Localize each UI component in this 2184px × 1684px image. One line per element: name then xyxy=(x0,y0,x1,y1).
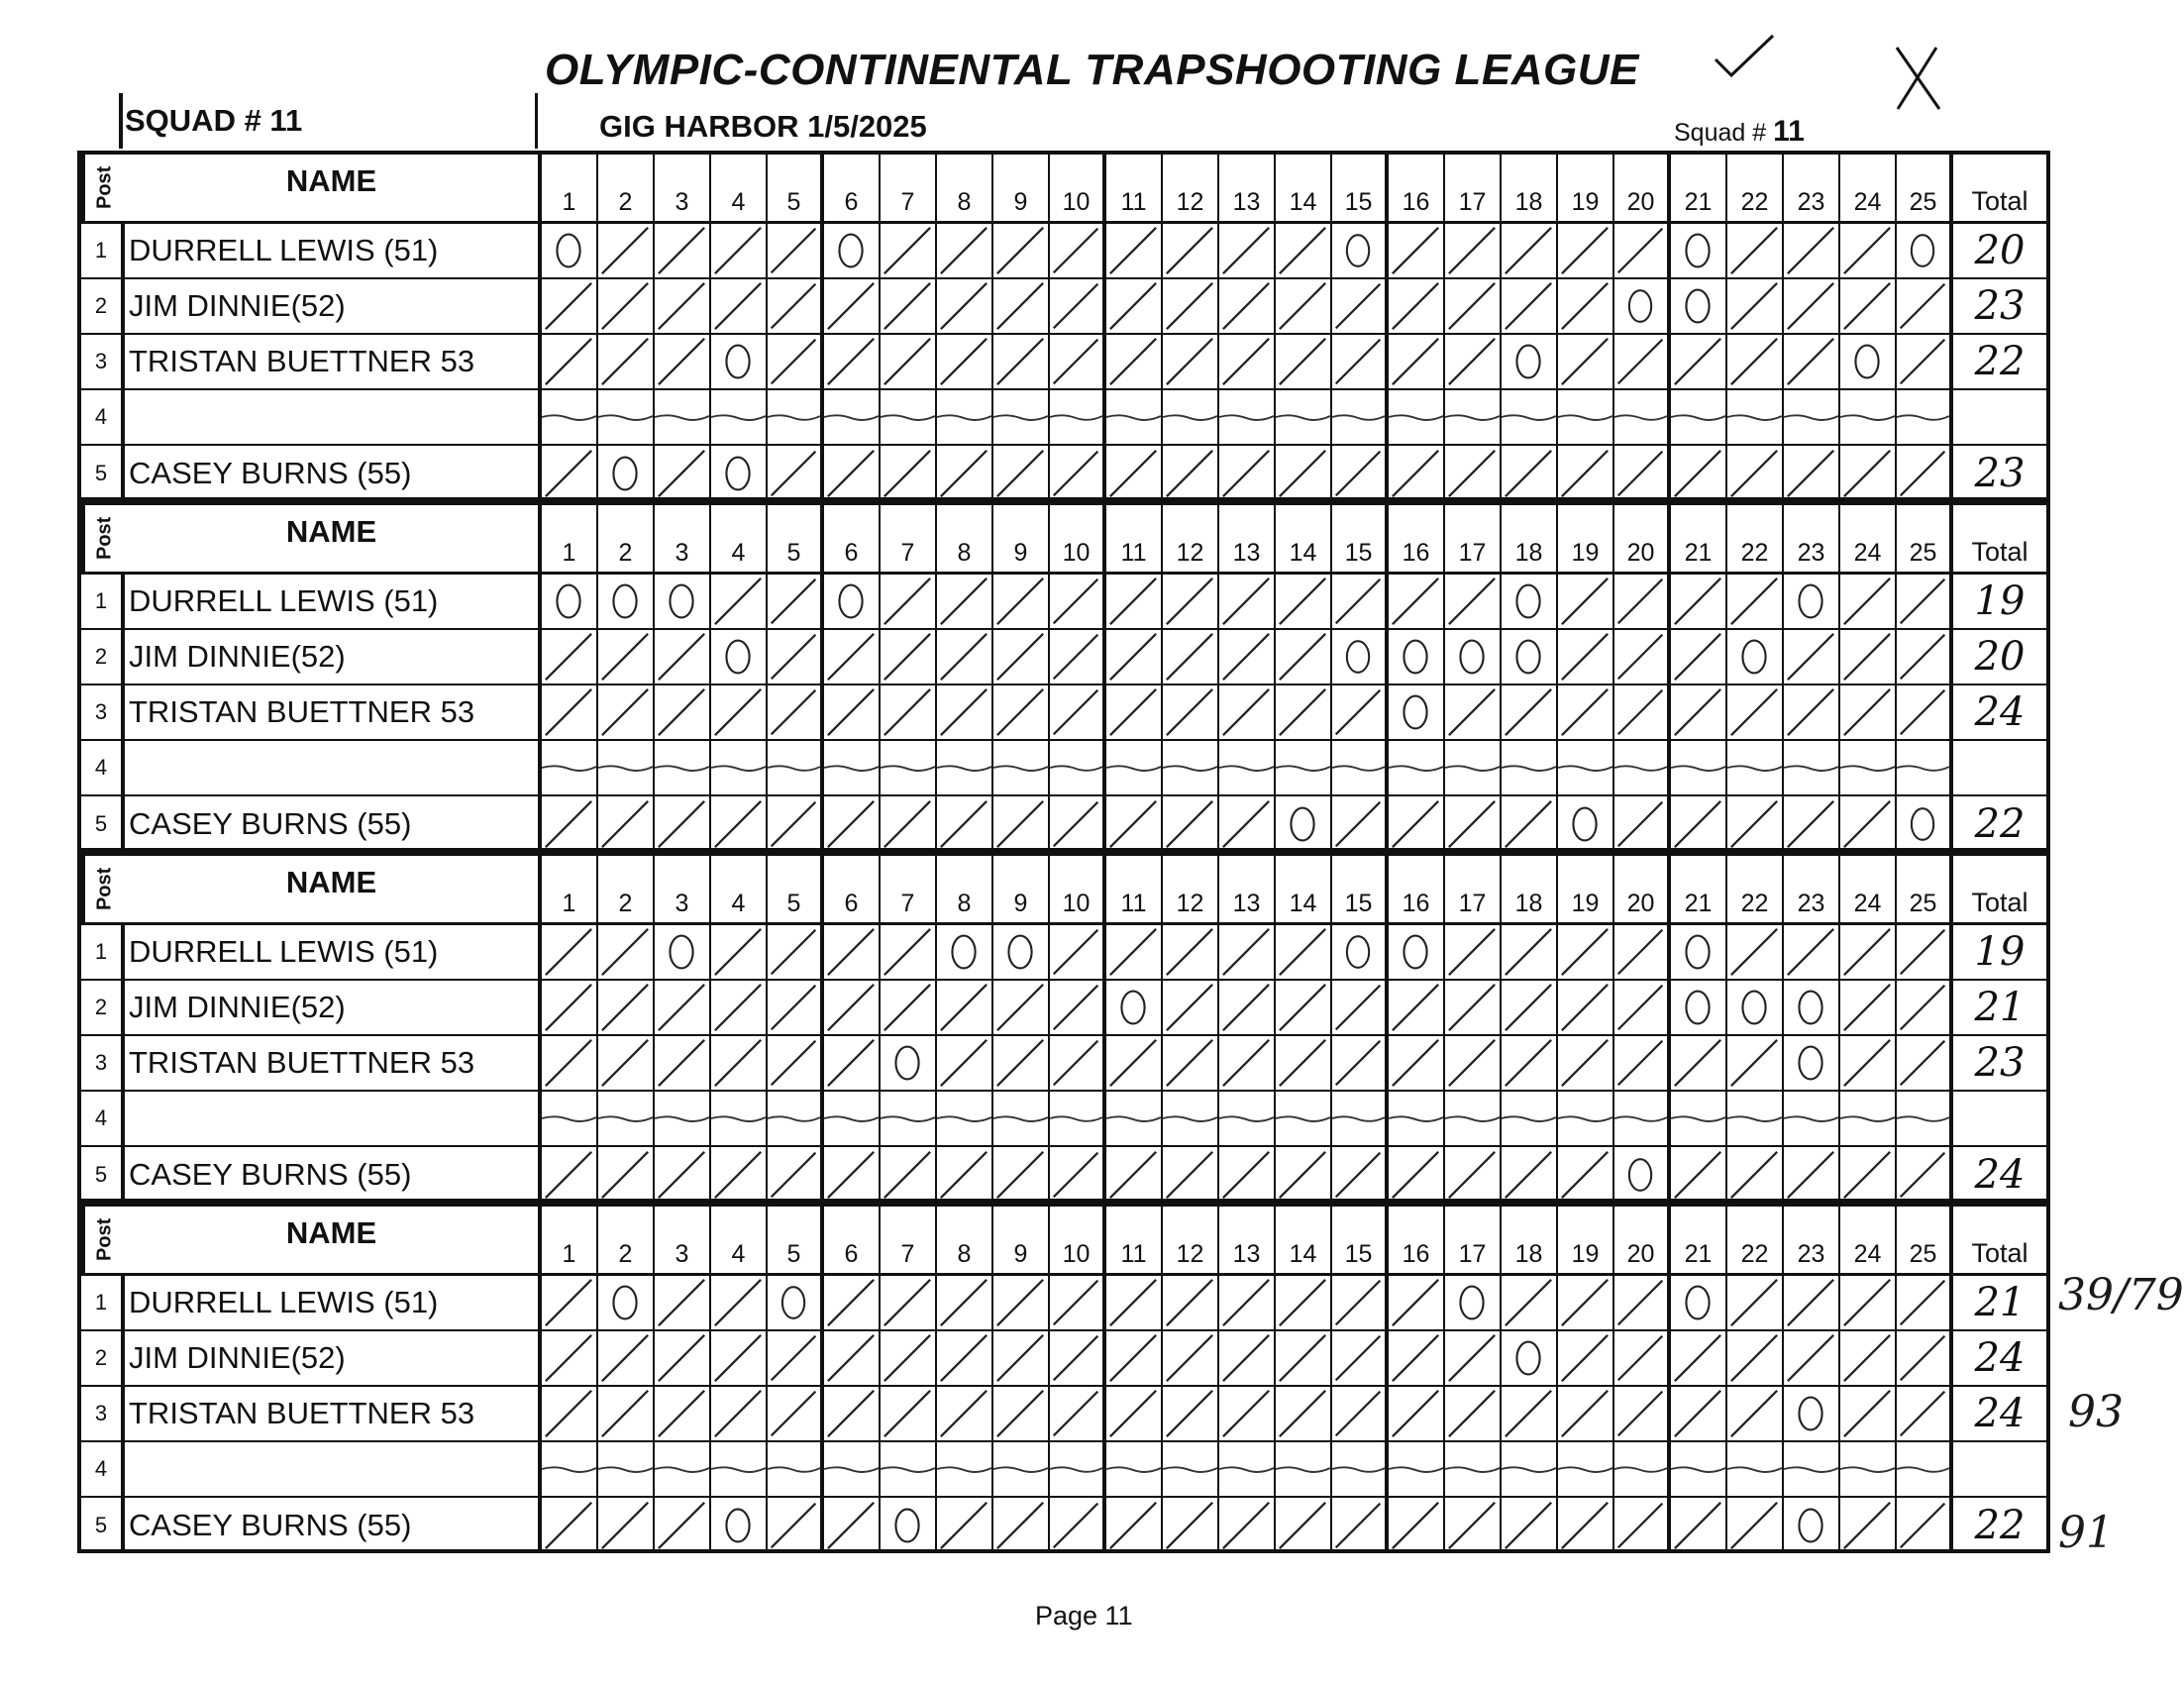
target-number-header: 1 xyxy=(542,856,598,922)
squad-right-value: 11 xyxy=(1773,115,1805,148)
target-number-header: 2 xyxy=(598,155,655,221)
margin-note-r4-post1: 39/79 xyxy=(2058,1270,2184,1320)
round-total: 24 xyxy=(1974,1391,2026,1436)
target-number-header: 10 xyxy=(1050,155,1106,221)
target-number-header: 23 xyxy=(1784,856,1840,922)
post-number: 4 xyxy=(81,390,125,444)
target-number-header: 9 xyxy=(993,505,1050,572)
target-number-header: 7 xyxy=(881,856,937,922)
target-number-header: 17 xyxy=(1445,1207,1502,1273)
post-header: Post xyxy=(81,1207,125,1273)
target-number-header: 5 xyxy=(768,856,824,922)
target-number-header: 2 xyxy=(598,856,655,922)
target-number-header: 3 xyxy=(655,505,711,572)
target-number-header: 3 xyxy=(655,1207,711,1273)
target-number-header: 3 xyxy=(655,155,711,221)
target-number-header: 24 xyxy=(1840,505,1897,572)
round-total: 22 xyxy=(1974,339,2026,384)
target-number-header: 16 xyxy=(1389,856,1445,922)
target-number-header: 3 xyxy=(655,856,711,922)
target-number-header: 15 xyxy=(1332,1207,1389,1273)
target-number-header: 7 xyxy=(881,1207,937,1273)
target-number-header: 6 xyxy=(824,505,881,572)
target-number-header: 22 xyxy=(1727,505,1784,572)
target-number-header: 8 xyxy=(937,856,993,922)
total-header: Total xyxy=(1971,1238,2028,1268)
target-number-header: 12 xyxy=(1163,1207,1219,1273)
target-number-header: 13 xyxy=(1219,155,1276,221)
shooter-name: JIM DINNIE(52) xyxy=(125,1331,542,1385)
check-mark-icon xyxy=(1716,36,1773,75)
target-number-header: 19 xyxy=(1558,1207,1614,1273)
target-number-header: 14 xyxy=(1276,1207,1332,1273)
target-number-header: 19 xyxy=(1558,505,1614,572)
round-total: 22 xyxy=(1974,1503,2026,1548)
post-number: 2 xyxy=(81,981,125,1034)
target-number-header: 5 xyxy=(768,155,824,221)
post-number: 2 xyxy=(81,279,125,333)
target-number-header: 6 xyxy=(824,1207,881,1273)
post-header: Post xyxy=(81,505,125,572)
margin-note-r4-post3: 93 xyxy=(2068,1387,2124,1437)
target-number-header: 15 xyxy=(1332,505,1389,572)
round-total: 20 xyxy=(1974,634,2026,680)
target-number-header: 17 xyxy=(1445,155,1502,221)
target-number-header: 18 xyxy=(1502,505,1558,572)
target-number-header: 22 xyxy=(1727,155,1784,221)
shooter-name: TRISTAN BUETTNER 53 xyxy=(125,1036,542,1090)
target-number-header: 22 xyxy=(1727,1207,1784,1273)
round-total: 23 xyxy=(1974,451,2026,496)
target-number-header: 16 xyxy=(1389,1207,1445,1273)
target-number-header: 4 xyxy=(711,1207,768,1273)
margin-note-r4-post5: 91 xyxy=(2058,1508,2114,1558)
post-number: 3 xyxy=(81,335,125,388)
target-number-header: 13 xyxy=(1219,1207,1276,1273)
target-number-header: 12 xyxy=(1163,155,1219,221)
round-total: 24 xyxy=(1974,1335,2026,1381)
post-number: 2 xyxy=(81,630,125,684)
name-header: NAME xyxy=(125,505,542,572)
target-number-header: 8 xyxy=(937,1207,993,1273)
target-number-header: 4 xyxy=(711,155,768,221)
post-number: 3 xyxy=(81,1036,125,1090)
post-number: 4 xyxy=(81,741,125,794)
target-number-header: 17 xyxy=(1445,856,1502,922)
target-number-header: 11 xyxy=(1106,856,1163,922)
round-total: 24 xyxy=(1974,1152,2026,1198)
page-number: Page 11 xyxy=(1035,1601,1133,1631)
target-number-header: 15 xyxy=(1332,856,1389,922)
target-number-header: 2 xyxy=(598,1207,655,1273)
target-number-header: 23 xyxy=(1784,505,1840,572)
post-header: Post xyxy=(81,155,125,221)
shooter-name: JIM DINNIE(52) xyxy=(125,630,542,684)
post-number: 5 xyxy=(81,796,125,852)
post-number: 3 xyxy=(81,1387,125,1440)
target-number-header: 14 xyxy=(1276,505,1332,572)
post-number: 5 xyxy=(81,1498,125,1553)
target-number-header: 5 xyxy=(768,1207,824,1273)
target-number-header: 11 xyxy=(1106,505,1163,572)
shooter-name: TRISTAN BUETTNER 53 xyxy=(125,685,542,739)
target-number-header: 4 xyxy=(711,856,768,922)
post-number: 1 xyxy=(81,575,125,628)
round-total: 23 xyxy=(1974,1040,2026,1086)
target-number-header: 17 xyxy=(1445,505,1502,572)
target-number-header: 6 xyxy=(824,155,881,221)
target-number-header: 16 xyxy=(1389,155,1445,221)
target-number-header: 9 xyxy=(993,155,1050,221)
target-number-header: 10 xyxy=(1050,1207,1106,1273)
league-title: OLYMPIC-CONTINENTAL TRAPSHOOTING LEAGUE xyxy=(545,46,1639,94)
target-number-header: 21 xyxy=(1671,1207,1727,1273)
target-number-header: 2 xyxy=(598,505,655,572)
target-number-header: 11 xyxy=(1106,1207,1163,1273)
round-total: 20 xyxy=(1974,228,2026,273)
target-number-header: 1 xyxy=(542,505,598,572)
target-number-header: 7 xyxy=(881,155,937,221)
target-number-header: 24 xyxy=(1840,1207,1897,1273)
target-number-header: 22 xyxy=(1727,856,1784,922)
name-header: NAME xyxy=(125,1207,542,1273)
post-number: 4 xyxy=(81,1442,125,1496)
shooter-name: DURRELL LEWIS (51) xyxy=(125,224,542,277)
round-total: 21 xyxy=(1974,1280,2026,1325)
name-header: NAME xyxy=(125,856,542,922)
post-header: Post xyxy=(81,856,125,922)
shooter-name: TRISTAN BUETTNER 53 xyxy=(125,1387,542,1440)
target-number-header: 20 xyxy=(1614,1207,1671,1273)
target-number-header: 19 xyxy=(1558,856,1614,922)
target-number-header: 10 xyxy=(1050,505,1106,572)
target-number-header: 10 xyxy=(1050,856,1106,922)
target-number-header: 8 xyxy=(937,155,993,221)
post-number: 1 xyxy=(81,224,125,277)
target-number-header: 9 xyxy=(993,1207,1050,1273)
target-number-header: 5 xyxy=(768,505,824,572)
target-number-header: 23 xyxy=(1784,155,1840,221)
target-number-header: 24 xyxy=(1840,155,1897,221)
target-number-header: 1 xyxy=(542,1207,598,1273)
squad-label: SQUAD # 11 xyxy=(125,103,303,138)
round-total: 19 xyxy=(1974,579,2026,624)
venue-date: GIG HARBOR 1/5/2025 xyxy=(599,109,927,144)
target-number-header: 4 xyxy=(711,505,768,572)
total-header: Total xyxy=(1971,186,2028,216)
round-total: 24 xyxy=(1974,689,2026,735)
target-number-header: 12 xyxy=(1163,856,1219,922)
target-number-header: 1 xyxy=(542,155,598,221)
target-number-header: 20 xyxy=(1614,155,1671,221)
shooter-name: JIM DINNIE(52) xyxy=(125,981,542,1034)
target-number-header: 25 xyxy=(1897,155,1953,221)
target-number-header: 18 xyxy=(1502,1207,1558,1273)
target-number-header: 11 xyxy=(1106,155,1163,221)
squad-right-label: Squad # xyxy=(1674,119,1767,147)
target-number-header: 23 xyxy=(1784,1207,1840,1273)
target-number-header: 20 xyxy=(1614,505,1671,572)
post-number: 2 xyxy=(81,1331,125,1385)
round-total: 21 xyxy=(1974,985,2026,1030)
shooter-name: DURRELL LEWIS (51) xyxy=(125,925,542,979)
target-number-header: 21 xyxy=(1671,155,1727,221)
name-header: NAME xyxy=(125,155,542,221)
target-number-header: 9 xyxy=(993,856,1050,922)
shooter-name: DURRELL LEWIS (51) xyxy=(125,575,542,628)
target-number-header: 14 xyxy=(1276,856,1332,922)
target-number-header: 13 xyxy=(1219,856,1276,922)
total-header: Total xyxy=(1971,537,2028,567)
shooter-name: JIM DINNIE(52) xyxy=(125,279,542,333)
shooter-name: TRISTAN BUETTNER 53 xyxy=(125,335,542,388)
post-number: 4 xyxy=(81,1092,125,1145)
target-number-header: 6 xyxy=(824,856,881,922)
shooter-name: CASEY BURNS (55) xyxy=(125,446,542,501)
post-number: 5 xyxy=(81,446,125,501)
post-number: 5 xyxy=(81,1147,125,1203)
shooter-name: DURRELL LEWIS (51) xyxy=(125,1276,542,1329)
target-number-header: 8 xyxy=(937,505,993,572)
target-number-header: 25 xyxy=(1897,505,1953,572)
target-number-header: 7 xyxy=(881,505,937,572)
post-number: 1 xyxy=(81,925,125,979)
target-number-header: 19 xyxy=(1558,155,1614,221)
target-number-header: 12 xyxy=(1163,505,1219,572)
target-number-header: 14 xyxy=(1276,155,1332,221)
target-number-header: 15 xyxy=(1332,155,1389,221)
target-number-header: 25 xyxy=(1897,856,1953,922)
round-total: 22 xyxy=(1974,801,2026,847)
target-number-header: 20 xyxy=(1614,856,1671,922)
total-header: Total xyxy=(1971,888,2028,917)
target-number-header: 18 xyxy=(1502,856,1558,922)
post-number: 1 xyxy=(81,1276,125,1329)
target-number-header: 21 xyxy=(1671,856,1727,922)
target-number-header: 21 xyxy=(1671,505,1727,572)
post-number: 3 xyxy=(81,685,125,739)
round-total: 19 xyxy=(1974,929,2026,975)
x-mark-icon xyxy=(1897,48,1939,109)
shooter-name: CASEY BURNS (55) xyxy=(125,796,542,852)
target-number-header: 24 xyxy=(1840,856,1897,922)
target-number-header: 16 xyxy=(1389,505,1445,572)
target-number-header: 13 xyxy=(1219,505,1276,572)
shooter-name: CASEY BURNS (55) xyxy=(125,1498,542,1553)
round-total: 23 xyxy=(1974,283,2026,329)
shooter-name: CASEY BURNS (55) xyxy=(125,1147,542,1203)
target-number-header: 18 xyxy=(1502,155,1558,221)
target-number-header: 25 xyxy=(1897,1207,1953,1273)
